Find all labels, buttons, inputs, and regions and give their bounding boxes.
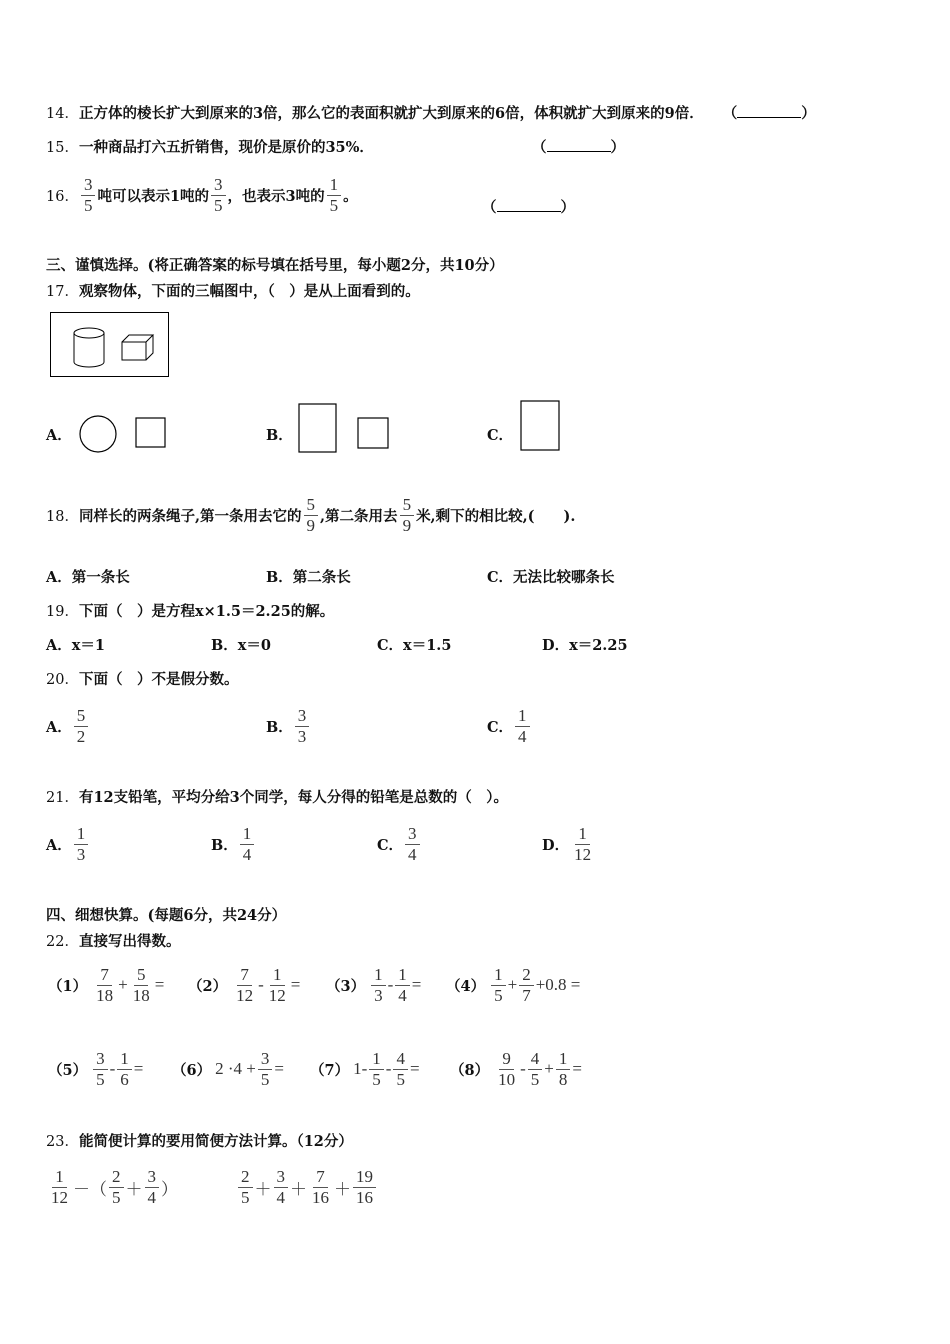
option-c-label[interactable]: C． bbox=[487, 427, 514, 444]
question-21 bbox=[46, 786, 508, 807]
answer-blank[interactable] bbox=[497, 199, 561, 212]
question-number: 15． bbox=[46, 140, 79, 156]
fraction: $\frac{7}{12}$ bbox=[236, 964, 254, 1005]
fraction: $\frac{5}{9}$ bbox=[304, 496, 319, 535]
option-b-label[interactable]: B． bbox=[266, 427, 293, 444]
fraction: $\frac{3}{4}$ bbox=[274, 1168, 289, 1207]
fraction: $\frac{2}{5}$ bbox=[109, 1168, 124, 1207]
question-15 bbox=[46, 136, 374, 157]
fraction: $\frac{1}{4}$ bbox=[395, 966, 410, 1005]
operator: = bbox=[133, 1059, 144, 1078]
rectangle-view[interactable] bbox=[518, 398, 564, 454]
circle-square-view[interactable] bbox=[78, 412, 170, 454]
operator: = bbox=[411, 975, 422, 994]
question-text: 下面（ ）是方程x×1.5＝2.25的解。 bbox=[78, 603, 335, 620]
fraction: $\frac{1}{3}$ bbox=[371, 966, 386, 1005]
calc-label: （6） bbox=[172, 1061, 212, 1079]
option-b[interactable]: B．第二条长 bbox=[266, 569, 351, 586]
operator: 1- bbox=[353, 1059, 368, 1078]
operator: ＋ bbox=[290, 1179, 307, 1199]
section-title: 三、谨慎选择。(将正确答案的标号填在括号里，每小题2分，共10分） bbox=[46, 257, 504, 274]
question-text: 直接写出得数。 bbox=[78, 933, 181, 950]
option-c[interactable]: C．x＝1.5 bbox=[377, 637, 452, 654]
question-text: 同样长的两条绳子,第一条用去它的 bbox=[78, 507, 302, 525]
fraction: $\frac{5}{9}$ bbox=[400, 496, 415, 535]
fraction: $\frac{3}{4}$ bbox=[405, 825, 420, 864]
fraction: $\frac{4}{5}$ bbox=[393, 1050, 408, 1089]
option-b[interactable]: B．x＝0 bbox=[211, 637, 271, 654]
paren-open: （ bbox=[722, 105, 738, 122]
operator: = bbox=[154, 975, 165, 994]
rectangle-icon bbox=[521, 401, 559, 450]
operator: - bbox=[520, 1059, 526, 1078]
calc-label: （5） bbox=[48, 1061, 88, 1079]
calc-item bbox=[188, 960, 300, 1010]
operator: + bbox=[118, 975, 128, 994]
rectangle-square-view[interactable] bbox=[296, 402, 392, 456]
question-22 bbox=[46, 930, 180, 951]
calc-label: （4） bbox=[446, 977, 486, 995]
fraction: $\frac{3}{5}$ bbox=[81, 176, 96, 215]
question-text: 下面（ ）不是假分数。 bbox=[78, 671, 239, 688]
fraction: $\frac{1}{8}$ bbox=[556, 1050, 571, 1089]
paren-open: （ bbox=[532, 139, 547, 156]
fraction: $\frac{19}{16}$ bbox=[353, 1168, 376, 1207]
calc-label: （1） bbox=[48, 977, 88, 995]
question-text: 能简便计算的要用简便方法计算。（12分） bbox=[78, 1133, 353, 1150]
question-number: 21． bbox=[46, 790, 79, 806]
question-text: 一种商品打六五折销售，现价是原价的35%． bbox=[78, 139, 374, 156]
operator: = bbox=[409, 1059, 420, 1078]
fraction: $\frac{3}{5}$ bbox=[211, 176, 226, 215]
answer-blank[interactable] bbox=[737, 105, 801, 118]
paren-close: ） bbox=[801, 105, 816, 122]
fraction: $\frac{2}{5}$ bbox=[238, 1168, 253, 1207]
operator: +0.8 = bbox=[535, 975, 581, 994]
fraction: $\frac{1}{12}$ bbox=[574, 823, 592, 864]
section-title: 四、细想快算。(每题6分，共24分） bbox=[46, 907, 287, 924]
operator: = bbox=[572, 1059, 582, 1078]
question-text: 观察物体，下面的三幅图中，（ ）是从上面看到的。 bbox=[78, 283, 420, 300]
calc-item bbox=[172, 1044, 284, 1094]
question-text: 米,剩下的相比较,( ). bbox=[416, 507, 576, 525]
paren-close: ） bbox=[610, 139, 625, 156]
operator: - bbox=[258, 975, 264, 994]
fraction: $\frac{5}{2}$ bbox=[74, 707, 89, 746]
fraction: $\frac{3}{3}$ bbox=[295, 707, 310, 746]
paren-close: ） bbox=[560, 199, 575, 216]
option-a[interactable]: A．第一条长 bbox=[46, 569, 130, 586]
fraction: $\frac{2}{7}$ bbox=[519, 966, 534, 1005]
fraction: $\frac{1}{5}$ bbox=[491, 966, 506, 1005]
fraction: $\frac{1}{12}$ bbox=[268, 964, 286, 1005]
operator: = bbox=[274, 1059, 284, 1078]
expression bbox=[236, 1162, 378, 1212]
fraction: $\frac{4}{5}$ bbox=[528, 1050, 543, 1089]
question-16-answer bbox=[482, 196, 575, 217]
calc-item bbox=[48, 960, 164, 1010]
fraction: $\frac{7}{16}$ bbox=[312, 1166, 329, 1207]
fraction: $\frac{3}{5}$ bbox=[93, 1050, 108, 1089]
fraction: $\frac{1}{12}$ bbox=[51, 1166, 68, 1207]
operator: + bbox=[507, 975, 518, 994]
option-a[interactable]: A． $\frac{5}{2}$ bbox=[46, 700, 90, 752]
question-number: 22． bbox=[46, 934, 79, 950]
operator: + bbox=[544, 1059, 554, 1078]
operator: ＋ bbox=[334, 1179, 351, 1199]
fraction: $\frac{3}{4}$ bbox=[145, 1168, 160, 1207]
operator: ＋ bbox=[254, 1179, 272, 1199]
option-a[interactable]: A．x＝1 bbox=[46, 637, 105, 654]
option-d[interactable]: D． $\frac{1}{12}$ bbox=[542, 818, 596, 870]
option-a-label[interactable]: A． bbox=[46, 427, 72, 444]
square-icon bbox=[136, 418, 165, 447]
option-b[interactable]: B． $\frac{1}{4}$ bbox=[211, 818, 256, 870]
expression bbox=[46, 1162, 178, 1212]
fraction: $\frac{1}{5}$ bbox=[327, 176, 342, 215]
option-c[interactable]: C．无法比较哪条长 bbox=[487, 569, 615, 586]
question-text: ,第二条用去 bbox=[320, 507, 398, 525]
rectangle-icon bbox=[299, 404, 336, 452]
question-17 bbox=[46, 280, 420, 301]
question-text: ，也表示3吨的 bbox=[227, 187, 325, 205]
fraction: $\frac{5}{18}$ bbox=[132, 964, 150, 1005]
question-text: 有12支铅笔，平均分给3个同学，每人分得的铅笔是总数的（ ）。 bbox=[78, 789, 508, 806]
square-icon bbox=[358, 418, 388, 448]
calc-item bbox=[446, 960, 580, 1010]
solid-figures-picture bbox=[50, 312, 170, 378]
calc-label: （7） bbox=[310, 1061, 350, 1079]
operator: 2 ·4 + bbox=[215, 1059, 256, 1078]
question-number: 17． bbox=[46, 284, 79, 300]
fraction: $\frac{1}{3}$ bbox=[74, 825, 89, 864]
question-15-answer bbox=[532, 136, 625, 157]
cylinder-icon bbox=[74, 328, 104, 367]
question-number: 18． bbox=[46, 508, 79, 525]
operator: －（ bbox=[73, 1179, 107, 1199]
operator: - bbox=[109, 1059, 116, 1078]
fraction: $\frac{9}{10}$ bbox=[498, 1048, 516, 1089]
question-14 bbox=[46, 102, 816, 123]
question-number: 16． bbox=[46, 188, 79, 205]
calc-label: （8） bbox=[450, 1061, 490, 1079]
operator: ） bbox=[161, 1179, 178, 1199]
fraction: $\frac{1}{4}$ bbox=[240, 825, 255, 864]
question-number: 23． bbox=[46, 1134, 79, 1150]
circle-icon bbox=[80, 416, 116, 452]
question-text: 正方体的棱长扩大到原来的3倍，那么它的表面积就扩大到原来的6倍，体积就扩大到原来的9倍． bbox=[78, 105, 704, 122]
question-number: 19． bbox=[46, 604, 79, 620]
paren-open: （ bbox=[482, 199, 497, 216]
fraction: $\frac{3}{5}$ bbox=[258, 1050, 273, 1089]
question-20 bbox=[46, 668, 238, 689]
operator: ＋ bbox=[125, 1179, 143, 1199]
operator: - bbox=[385, 1059, 392, 1078]
calc-label: （2） bbox=[188, 977, 228, 995]
option-d[interactable]: D．x＝2.25 bbox=[542, 637, 628, 654]
question-text: 吨可以表示1吨的 bbox=[97, 187, 210, 205]
operator: = bbox=[290, 975, 301, 994]
option-c[interactable]: C． $\frac{1}{4}$ bbox=[487, 700, 532, 752]
fraction: $\frac{7}{18}$ bbox=[96, 964, 114, 1005]
option-c[interactable]: C． $\frac{3}{4}$ bbox=[377, 818, 422, 870]
calc-item bbox=[310, 1044, 420, 1094]
question-text: 。 bbox=[343, 187, 358, 205]
question-number: 20． bbox=[46, 672, 79, 688]
question-16 bbox=[46, 170, 358, 220]
operator: - bbox=[387, 975, 394, 994]
question-number: 14． bbox=[46, 106, 79, 122]
question-19 bbox=[46, 600, 334, 621]
option-a[interactable]: A． $\frac{1}{3}$ bbox=[46, 818, 90, 870]
question-18 bbox=[46, 480, 575, 550]
calc-item bbox=[48, 1044, 143, 1094]
fraction: $\frac{1}{6}$ bbox=[117, 1050, 132, 1089]
question-23 bbox=[46, 1130, 353, 1151]
cube-icon bbox=[122, 335, 153, 360]
calc-item bbox=[450, 1044, 582, 1094]
fraction: $\frac{1}{4}$ bbox=[515, 707, 530, 746]
calc-label: （3） bbox=[326, 977, 366, 995]
calc-item bbox=[326, 960, 421, 1010]
fraction: $\frac{1}{5}$ bbox=[369, 1050, 384, 1089]
answer-blank[interactable] bbox=[547, 139, 611, 152]
option-b[interactable]: B． $\frac{3}{3}$ bbox=[266, 700, 311, 752]
